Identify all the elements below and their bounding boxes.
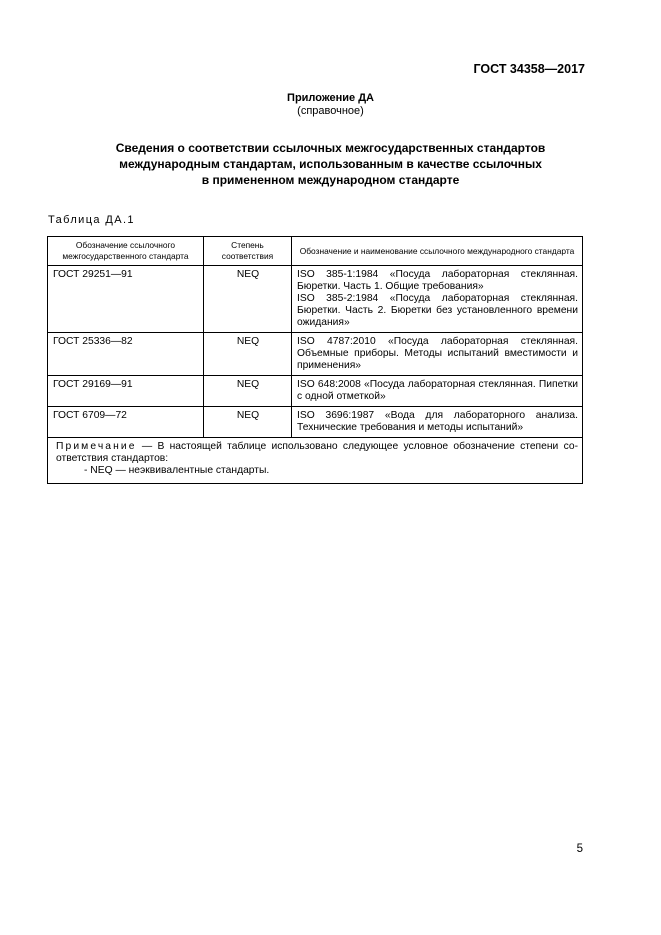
- international-entry: ISO 4787:2010 «Посуда лабораторная стеклянная. Объемные приборы. Методы испытаний вместимости и применения»: [297, 336, 578, 371]
- cell-international: [292, 266, 583, 333]
- annex-heading: [0, 92, 661, 118]
- title-line: Сведения о соответствии ссылочных межгосударственных стандартов: [115, 141, 546, 155]
- cell-standard: ГОСТ 29169—91: [48, 376, 204, 407]
- annex-status: (справочное): [297, 105, 364, 117]
- cell-standard: ГОСТ 6709—72: [48, 407, 204, 438]
- table-caption: Таблица ДА.1: [48, 214, 135, 226]
- title-line: международным стандартам, использованным в качестве ссылочных: [119, 157, 542, 171]
- title-line: в примененном международном стандарте: [201, 173, 460, 187]
- cell-international: [292, 407, 583, 438]
- table-note: [48, 438, 583, 484]
- document-code: ГОСТ 34358—2017: [473, 62, 585, 76]
- cell-international: [292, 376, 583, 407]
- cell-standard: ГОСТ 25336—82: [48, 333, 204, 376]
- note-text: — В настоящей таблице использовано следующее условное обозначение степени соответствия стандартов:: [56, 441, 578, 464]
- note-label: Примечание: [56, 441, 137, 452]
- document-title: [0, 140, 661, 188]
- header-degree: Степень соответствия: [204, 237, 292, 266]
- header-standard: Обозначение ссылочного межгосударственного стандарта: [48, 237, 204, 266]
- page-number: 5: [576, 843, 583, 855]
- table-note-row: [48, 438, 583, 484]
- note-item: - NEQ — неэквивалентные стандарты.: [84, 465, 270, 476]
- table-header-row: [48, 237, 583, 266]
- cell-degree: NEQ: [204, 376, 292, 407]
- cell-degree: NEQ: [204, 266, 292, 333]
- table-row: [48, 333, 583, 376]
- table-row: [48, 376, 583, 407]
- table-row: [48, 407, 583, 438]
- international-entry: ISO 648:2008 «Посуда лабораторная стеклянная. Пипетки с одной отметкой»: [297, 379, 578, 402]
- header-international: Обозначение и наименование ссылочного международного стандарта: [292, 237, 583, 266]
- international-entry: ISO 3696:1987 «Вода для лабораторного анализа. Технические требования и методы испытаний»: [297, 410, 578, 433]
- annex-title: Приложение ДА: [287, 92, 374, 104]
- international-entry: ISO 385-1:1984 «Посуда лабораторная стеклянная. Бюретки. Часть 1. Общие требования»: [297, 269, 578, 292]
- international-entry: ISO 385-2:1984 «Посуда лабораторная стеклянная. Бюретки. Часть 2. Бюретки без установленного времени ожидания»: [297, 293, 578, 328]
- cell-international: [292, 333, 583, 376]
- correspondence-table: [47, 236, 583, 484]
- cell-standard: ГОСТ 29251—91: [48, 266, 204, 333]
- table-row: [48, 266, 583, 333]
- cell-degree: NEQ: [204, 407, 292, 438]
- cell-degree: NEQ: [204, 333, 292, 376]
